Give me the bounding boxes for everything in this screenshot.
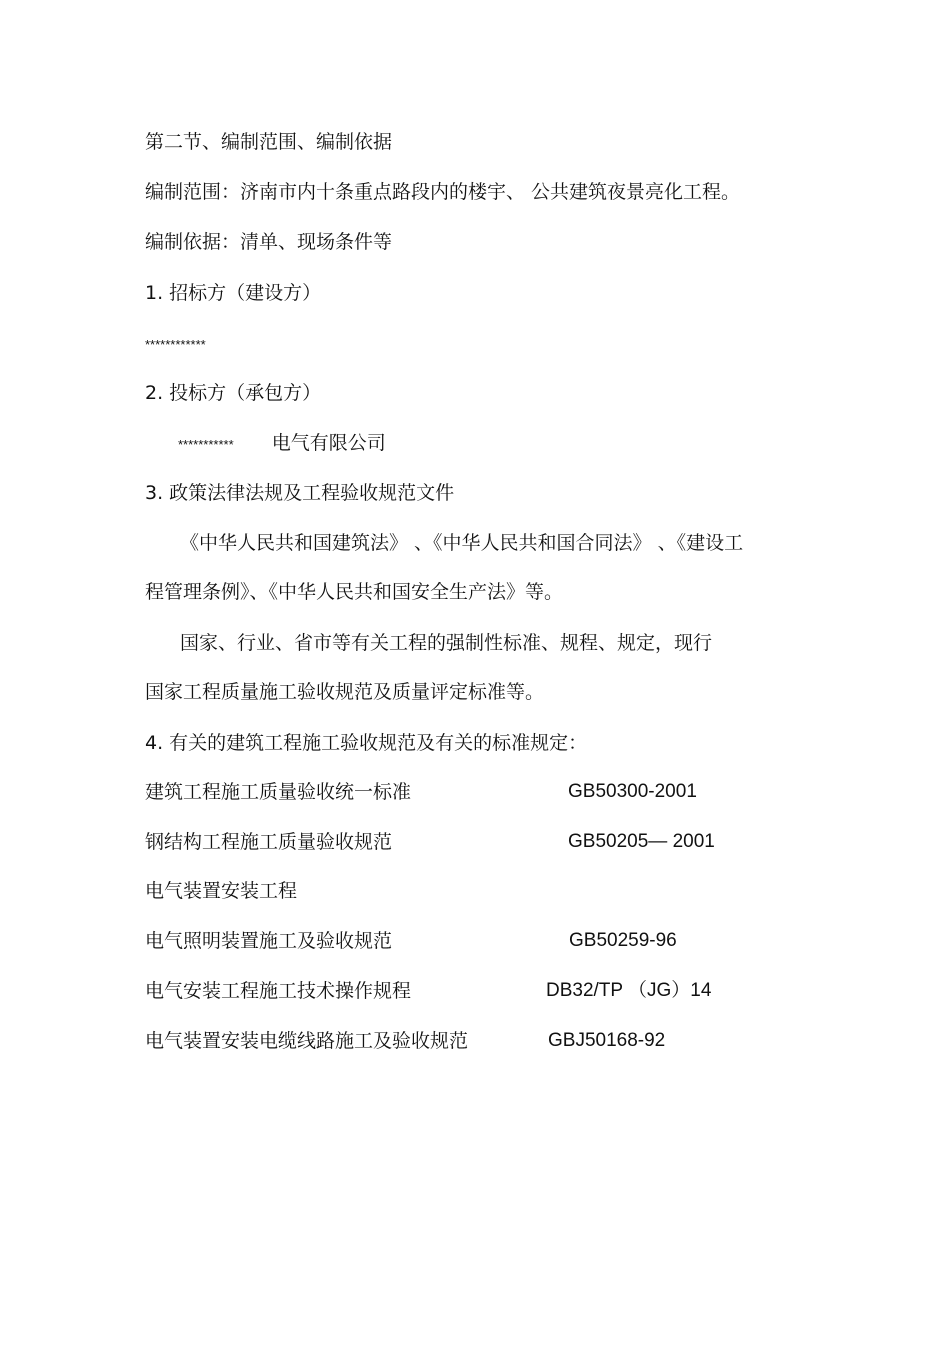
standard-name: 电气照明装置施工及验收规范: [145, 930, 393, 952]
standard-code: GB50259-96: [569, 930, 677, 951]
standards-line-1: 国家、行业、省市等有关工程的强制性标准、规程、规定，现行: [180, 632, 713, 654]
standard-name: 电气装置安装工程: [145, 880, 298, 902]
item1-value: ************: [145, 337, 206, 352]
standards-line-2: 国家工程质量施工验收规范及质量评定标准等。: [145, 681, 545, 703]
standard-code: DB32/TP （JG）14: [546, 980, 712, 1001]
standard-name: 电气安装工程施工技术操作规程: [145, 980, 412, 1002]
laws-line-2: 程管理条例》、《中华人民共和国安全生产法》等。: [145, 581, 564, 603]
standard-name: 电气装置安装电缆线路施工及验收规范: [145, 1030, 469, 1052]
item2-heading: 2. 投标方（承包方）: [145, 382, 322, 404]
standard-name: 钢结构工程施工质量验收规范: [145, 831, 393, 853]
standard-code: GB50300-2001: [568, 781, 697, 802]
item3-heading: 3. 政策法律法规及工程验收规范文件: [145, 482, 455, 504]
item2-stars: ***********: [178, 437, 234, 452]
standard-code: GBJ50168-92: [548, 1030, 666, 1051]
standard-name: 建筑工程施工质量验收统一标准: [145, 781, 412, 803]
item2-contractor: [178, 431, 386, 457]
scope-text: 编制范围：济南市内十条重点路段内的楼宇、 公共建筑夜景亮化工程。: [145, 181, 741, 203]
basis-text: 编制依据：清单、现场条件等: [145, 231, 393, 253]
section-title: 第二节、编制范围、编制依据: [145, 131, 393, 153]
item4-heading: 4. 有关的建筑工程施工验收规范及有关的标准规定：: [145, 732, 588, 754]
item1-heading: 1. 招标方（建设方）: [145, 282, 322, 304]
laws-line-1: 《中华人民共和国建筑法》 、《中华人民共和国合同法》 、《建设工: [180, 532, 744, 554]
standard-code: GB50205— 2001: [568, 831, 715, 852]
item2-company: 电气有限公司: [271, 432, 386, 454]
